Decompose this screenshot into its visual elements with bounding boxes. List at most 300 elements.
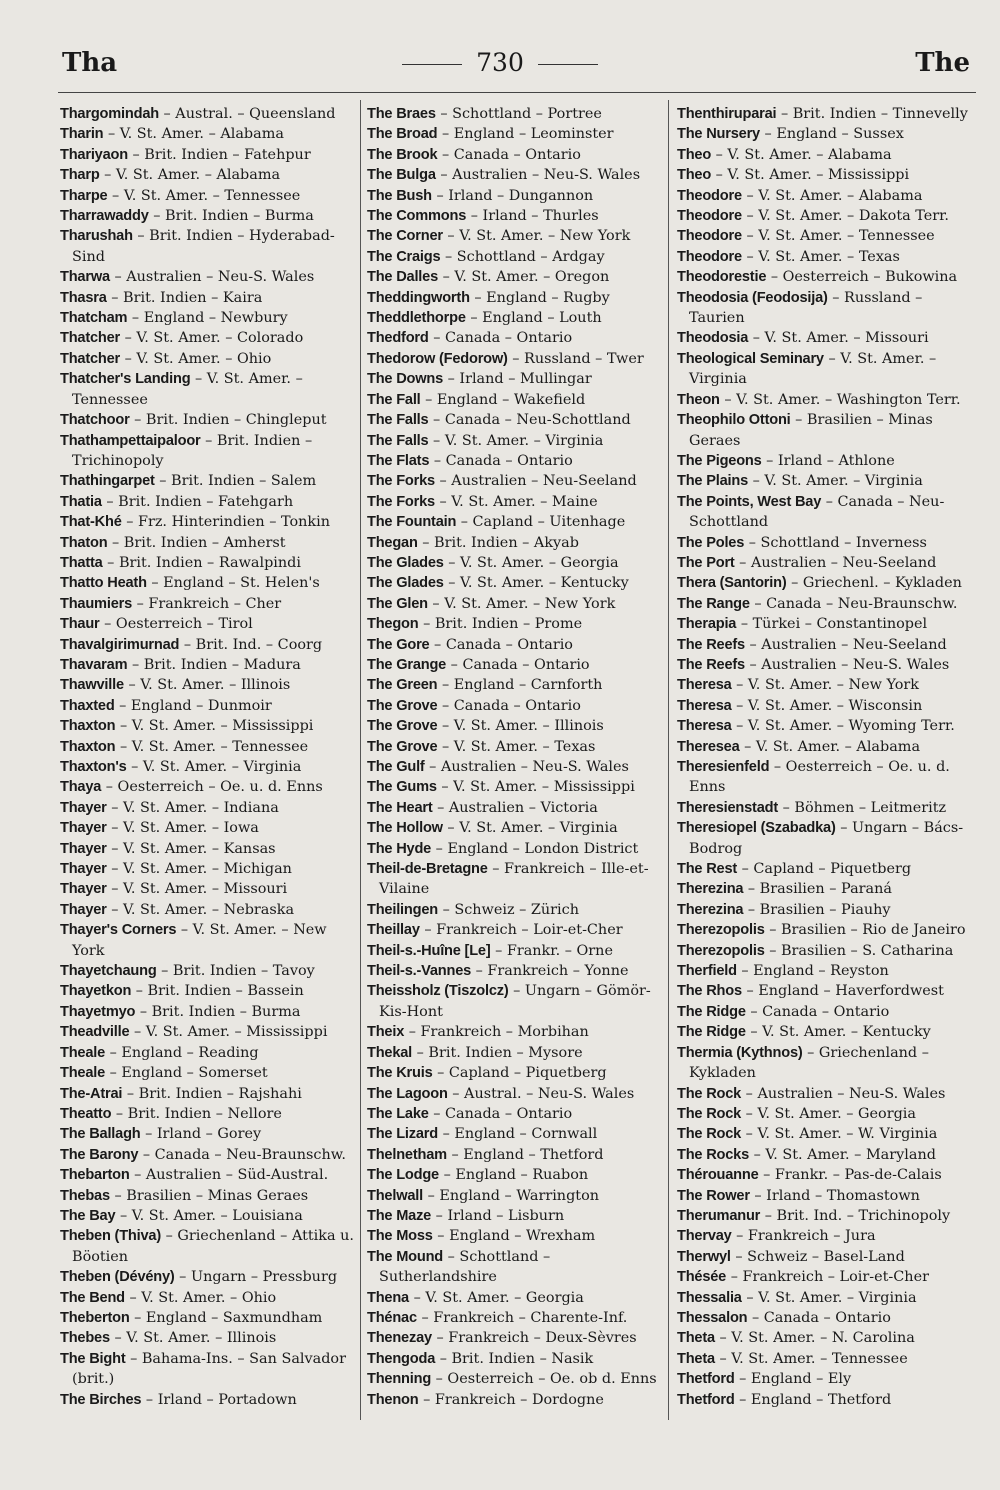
- entry-name: Thebarton: [60, 1167, 130, 1184]
- entry: [367, 124, 665, 144]
- entry: [677, 1104, 975, 1124]
- entry-location: – Australien – Neu-S. Wales: [749, 656, 950, 673]
- entry: [60, 512, 358, 532]
- entry: [677, 226, 975, 246]
- entry-location: – England – Sussex: [764, 126, 904, 143]
- entry: [60, 1165, 358, 1185]
- entry: [677, 247, 975, 267]
- entry-location: – V. St. Amer. – Mississippi: [441, 779, 635, 796]
- entry-name: The Plains: [677, 473, 748, 490]
- entry-location: – Brit. Indien – Kaira: [111, 289, 263, 306]
- entry: [60, 716, 358, 736]
- entry-location: – V. St. Amer. – Virginia: [131, 759, 302, 775]
- entry: [60, 818, 358, 838]
- entry: [367, 961, 665, 981]
- entry-location: – V. St. Amer. – Ohio: [124, 350, 272, 367]
- entry: [60, 104, 358, 124]
- entry-name: Theix: [367, 1024, 405, 1041]
- entry-location: – V. St. Amer. – Indiana: [111, 799, 279, 816]
- entry: [60, 920, 358, 961]
- entry-location: – Brasilien – Paraná: [747, 881, 892, 898]
- entry-location: – Brit. Indien – Amherst: [112, 534, 286, 551]
- entry: [677, 716, 975, 736]
- entry-location: – V. St. Amer. – Alabama: [744, 738, 921, 755]
- entry-name: The Mound: [367, 1248, 444, 1265]
- entry-name: Thayer's Corners: [60, 922, 177, 939]
- entry-location: – Australien – Neu-Seeland: [749, 636, 947, 653]
- entry: [367, 390, 665, 410]
- entry: [367, 1104, 665, 1124]
- entry-name: Theo: [677, 167, 712, 184]
- entry-location: – Canada – Ontario: [433, 1105, 573, 1122]
- entry-location: – Brit. Ind. – Coorg: [183, 636, 323, 653]
- entry-location: – V. St. Amer. – Kentucky: [750, 1024, 931, 1041]
- entry-name: The Rock: [677, 1085, 742, 1102]
- entry-name: Theta: [677, 1330, 715, 1347]
- entry-location: – England – Saxmundham: [134, 1309, 323, 1326]
- entry: [367, 104, 665, 124]
- entry-name: Thaxton's: [60, 759, 127, 775]
- entry: [677, 1390, 975, 1410]
- entry: [677, 981, 975, 1001]
- entry-location: – V. St. Amer. – Washington Terr.: [724, 391, 961, 408]
- column-2: [367, 104, 665, 1434]
- entry-name: Thedorow (Fedorow): [367, 350, 508, 367]
- entry: [367, 226, 665, 246]
- entry: [677, 186, 975, 206]
- entry: [677, 818, 975, 859]
- entry: [367, 186, 665, 206]
- entry: [677, 1022, 975, 1042]
- entry-location: – V. St. Amer. – Tennessee: [72, 371, 303, 408]
- entry-name: The Bush: [367, 187, 432, 204]
- entry-name: Therwyl: [677, 1248, 731, 1265]
- entry-name: Thayer: [60, 820, 107, 837]
- entry: [677, 1267, 975, 1287]
- entry-location: – Ungarn – Gömör-Kis-Hont: [379, 983, 651, 1020]
- entry-name: Thavalgirimurnad: [60, 636, 180, 653]
- entry-name: Thariyaon: [60, 146, 128, 163]
- entry-location: – England – Haverfordwest: [746, 983, 944, 1000]
- entry: [367, 635, 665, 655]
- entry-location: – Brit. Indien – Mysore: [416, 1044, 583, 1061]
- entry-location: – Canada – Ontario: [441, 697, 581, 714]
- entry: [677, 655, 975, 675]
- entry-name: The Lizard: [367, 1126, 438, 1143]
- entry: [60, 1390, 358, 1410]
- entry-location: – V. St. Amer. – Missouri: [752, 330, 929, 347]
- entry-name: Theillay: [367, 922, 420, 939]
- entry: [60, 1104, 358, 1124]
- entry: [60, 1145, 358, 1165]
- entry: [677, 104, 975, 124]
- entry-name: Tharrawaddy: [60, 208, 149, 225]
- entry-location: – Türkei – Constantinopel: [740, 616, 928, 633]
- entry: [677, 1124, 975, 1144]
- entry-name: The Rock: [677, 1105, 742, 1122]
- entry-name: The Points, West Bay: [677, 493, 822, 510]
- entry: [677, 410, 975, 451]
- entry-location: – England – Thetford: [451, 1146, 604, 1163]
- entry-location: – Australien – Süd-Austral.: [134, 1167, 329, 1184]
- entry-name: The Nursery: [677, 126, 760, 143]
- entry: [60, 1124, 358, 1144]
- entry: [677, 451, 975, 471]
- entry-location: – V. St. Amer. – Maine: [439, 493, 598, 510]
- entry-name: The Port: [677, 554, 735, 571]
- entry-location: – Australien – Victoria: [437, 799, 598, 816]
- entry: [60, 737, 358, 757]
- entry: [60, 226, 358, 267]
- entry-location: – V. St. Amer. – W. Virginia: [745, 1126, 938, 1143]
- entry-name: The Broad: [367, 126, 438, 143]
- entry-name: Theale: [60, 1065, 106, 1082]
- entry: [677, 1288, 975, 1308]
- entry: [367, 533, 665, 553]
- entry: [677, 798, 975, 818]
- entry: [60, 1084, 358, 1104]
- entry: [60, 777, 358, 797]
- entry: [60, 308, 358, 328]
- entry: [367, 1145, 665, 1165]
- entry: [60, 573, 358, 593]
- entry-location: – Irland – Mullingar: [447, 371, 592, 388]
- entry: [367, 308, 665, 328]
- entry: [60, 1328, 358, 1348]
- entry: [60, 471, 358, 491]
- entry-name: Thengoda: [367, 1350, 436, 1367]
- entry: [367, 165, 665, 185]
- entry-location: – England – Cornwall: [442, 1126, 598, 1143]
- entry-name: Thayetchaung: [60, 963, 157, 980]
- entry-name: Thenezay: [367, 1330, 432, 1347]
- entry: [60, 533, 358, 553]
- entry-location: – V. St. Amer. – New York: [72, 922, 327, 959]
- entry-location: – Oesterreich – Oe. u. d. Enns: [689, 759, 950, 796]
- entry: [677, 1002, 975, 1022]
- entry-name: The Hyde: [367, 840, 432, 857]
- entry: [677, 757, 975, 798]
- entry-location: – England – Dunmoir: [119, 697, 272, 714]
- entry-name: The Moss: [367, 1228, 433, 1245]
- entry: [677, 859, 975, 879]
- entry-location: – Capland – Uitenhage: [460, 514, 626, 531]
- entry-name: Theresea: [677, 738, 740, 755]
- entry-name: The Pigeons: [677, 452, 762, 469]
- entry: [367, 145, 665, 165]
- entry-location: – Griechenland – Attika u. Böotien: [72, 1228, 354, 1265]
- entry-location: – Brasilien – Rio de Janeiro: [769, 922, 966, 939]
- entry: [367, 900, 665, 920]
- entry-name: Theberton: [60, 1309, 130, 1326]
- entry-name: Thermia (Kythnos): [677, 1044, 803, 1061]
- entry-name: Thayer: [60, 901, 107, 918]
- entry-location: – Frankreich – Cher: [136, 595, 282, 612]
- entry: [60, 1308, 358, 1328]
- entry-name: The Grange: [367, 656, 447, 673]
- entry: [367, 1206, 665, 1226]
- entry-name: Thayetmyo: [60, 1003, 136, 1020]
- entry: [367, 1349, 665, 1369]
- entry-name: Thaxted: [60, 697, 115, 714]
- entry-name: Theben (Dévény): [60, 1269, 175, 1286]
- entry-location: – Brit. Indien – Nasik: [439, 1350, 594, 1367]
- entry-name: Thenon: [367, 1391, 419, 1408]
- entry-location: – Brit. Indien – Tinnevelly: [780, 106, 968, 122]
- entry-name: Thésée: [677, 1269, 727, 1286]
- entry-location: – Brit. Indien – Fatehgarh: [106, 493, 294, 510]
- entry-location: – Capland – Piquetberg: [437, 1065, 607, 1082]
- entry-name: Thathampettaipaloor: [60, 432, 201, 449]
- entry-location: – England – Ruabon: [443, 1167, 589, 1184]
- entry-name: Theresa: [677, 697, 732, 714]
- entry-location: – Irland – Dungannon: [436, 187, 594, 204]
- entry-name: Thavaram: [60, 656, 128, 673]
- page-number: 730: [476, 48, 524, 77]
- entry-name: Therezopolis: [677, 922, 765, 939]
- entry-name: Theodore: [677, 208, 742, 225]
- entry: [677, 1186, 975, 1206]
- entry-location: – Russland – Taurien: [689, 289, 923, 327]
- entry-name: Thessalon: [677, 1309, 748, 1326]
- entry-location: – Brasilien – S. Catharina: [769, 942, 954, 959]
- entry: [677, 1328, 975, 1348]
- entry-location: – V. St. Amer. – Tennessee: [746, 228, 935, 245]
- entry-name: The Green: [367, 677, 438, 694]
- entry-location: – Frankreich – Deux-Sèvres: [436, 1330, 637, 1347]
- entry-name: Theadville: [60, 1024, 130, 1041]
- entry-name: Theodosia (Feodosija): [677, 289, 828, 306]
- entry-location: – Brit. Indien – Hyderabad-Sind: [72, 228, 335, 265]
- header-dash-right: [538, 64, 598, 65]
- entry-location: – Australien – Neu-Seeland: [739, 554, 937, 571]
- entry-name: The Glen: [367, 595, 428, 612]
- entry-location: – England – Louth: [470, 310, 602, 327]
- entry-name: The Gore: [367, 636, 430, 653]
- entry: [367, 798, 665, 818]
- entry-location: – V. St. Amer. – Ohio: [129, 1289, 277, 1306]
- entry: [367, 1165, 665, 1185]
- entry: [60, 655, 358, 675]
- page-number-wrap: [0, 48, 1000, 77]
- entry: [677, 696, 975, 716]
- entry: [677, 879, 975, 899]
- entry-location: – Brit. Indien – Nellore: [115, 1105, 282, 1122]
- entry-name: The Range: [677, 595, 750, 612]
- entry-location: – V. St. Amer. – Georgia: [448, 554, 619, 571]
- entry-name: Thegan: [367, 534, 418, 551]
- entry-location: – V. St. Amer. – Dakota Terr.: [746, 208, 950, 225]
- entry-location: – Canada – Neu-Schottland: [433, 412, 631, 429]
- entry-location: – Frankreich – Ille-et-Vilaine: [379, 861, 649, 898]
- entry-name: Thawville: [60, 677, 124, 694]
- entry: [60, 1186, 358, 1206]
- entry: [677, 635, 975, 655]
- entry-location: – Griechenland – Kykladen: [689, 1044, 929, 1082]
- entry: [367, 818, 665, 838]
- entry-name: Thekal: [367, 1044, 413, 1061]
- entry-name: Thérouanne: [677, 1167, 759, 1184]
- entry-name: Theissholz (Tiszolcz): [367, 983, 509, 1000]
- entry: [60, 635, 358, 655]
- entry: [367, 1328, 665, 1348]
- entry-location: – V. St. Amer. – Georgia: [413, 1289, 584, 1306]
- entry-location: – V. St. Amer. – Virginia: [433, 432, 604, 449]
- entry: [60, 900, 358, 920]
- entry-name: The Flats: [367, 452, 430, 469]
- entry: [677, 288, 975, 329]
- entry-name: Theddingworth: [367, 289, 470, 306]
- entry: [367, 512, 665, 532]
- entry-name: Thaton: [60, 534, 108, 551]
- entry-location: – England – Rugby: [474, 289, 610, 306]
- entry-name: Therezopolis: [677, 942, 765, 959]
- entry-location: – Oesterreich – Bukowina: [770, 269, 958, 286]
- entry-name: Thera (Santorin): [677, 575, 787, 592]
- entry-location: – Frankreich – Morbihan: [408, 1024, 589, 1041]
- entry-name: The Glades: [367, 554, 444, 571]
- entry-location: – V. St. Amer. – Michigan: [111, 861, 292, 878]
- entry-name: Theresa: [677, 677, 732, 694]
- entry: [367, 451, 665, 471]
- entry-location: – Brit. Indien – Salem: [159, 473, 317, 490]
- entry: [367, 614, 665, 634]
- entry-name: Thaumiers: [60, 595, 133, 612]
- entry: [677, 573, 975, 593]
- entry-name: The Maze: [367, 1207, 432, 1224]
- column-1: [60, 104, 358, 1434]
- entry: [367, 716, 665, 736]
- entry-name: The Ridge: [677, 1024, 746, 1041]
- entry: [60, 369, 358, 410]
- entry-location: – Brasilien – Minas Geraes: [114, 1187, 309, 1204]
- entry-location: – Canada – Neu-Schottland: [689, 493, 945, 531]
- entry: [677, 145, 975, 165]
- entry: [60, 124, 358, 144]
- entry-location: – V. St. Amer. – Tennessee: [112, 187, 301, 204]
- entry-name: Theil-de-Bretagne: [367, 861, 488, 878]
- entry-name: Thatcher's Landing: [60, 371, 191, 388]
- entry: [367, 1288, 665, 1308]
- entry: [677, 471, 975, 491]
- entry: [60, 186, 358, 206]
- entry-location: – Australien – Neu-S. Wales: [429, 759, 629, 775]
- entry-location: – Austral. – Queensland: [163, 106, 336, 122]
- entry-location: – Schottland – Inverness: [748, 534, 927, 551]
- entry-name: The Reefs: [677, 636, 745, 653]
- entry-location: – V. St. Amer. – Virginia: [447, 820, 618, 837]
- entry-location: – Frankreich – Dordogne: [423, 1391, 604, 1408]
- entry-name: The Dalles: [367, 269, 438, 286]
- entry-location: – Canada – Neu-Braunschw.: [754, 595, 958, 612]
- entry-location: – Irland – Portadown: [145, 1391, 297, 1408]
- entry: [677, 961, 975, 981]
- entry-name: Thetford: [677, 1371, 735, 1388]
- entry-name: Theodore: [677, 248, 742, 265]
- entry: [60, 553, 358, 573]
- entry: [677, 1206, 975, 1226]
- entry-location: – Ungarn – Bács-Bodrog: [689, 820, 964, 857]
- entry: [367, 471, 665, 491]
- entry-location: – Frankreich – Yonne: [475, 963, 629, 980]
- entry: [367, 777, 665, 797]
- entry: [60, 757, 358, 777]
- entry: [60, 594, 358, 614]
- entry-location: – Australien – Neu-S. Wales: [745, 1085, 946, 1102]
- entry-name: Theil-s.-Vannes: [367, 963, 472, 980]
- entry-name: Thaxton: [60, 738, 116, 755]
- entry-name: The-Atrai: [60, 1085, 123, 1102]
- entry-location: – Canada – Ontario: [750, 1003, 890, 1020]
- entry-name: The Fountain: [367, 514, 457, 531]
- entry: [367, 553, 665, 573]
- entry-location: – Brit. Indien – Rawalpindi: [107, 554, 301, 571]
- entry-location: – Brit. Ind. – Trichinopoly: [764, 1207, 951, 1224]
- entry-location: – Brit. Indien – Fatehpur: [132, 146, 311, 163]
- entry-name: The Glades: [367, 575, 444, 592]
- entry-location: – V. St. Amer. – Mississippi: [133, 1024, 328, 1041]
- entry-name: Tharin: [60, 126, 104, 143]
- entry: [677, 941, 975, 961]
- entry: [677, 267, 975, 287]
- entry: [367, 288, 665, 308]
- entry: [677, 1043, 975, 1084]
- entry-location: – Schweiz – Basel-Land: [735, 1248, 905, 1265]
- entry-name: Theresa: [677, 718, 732, 735]
- entry-location: – V. St. Amer. – N. Carolina: [719, 1330, 915, 1347]
- entry-name: Thelwall: [367, 1187, 423, 1204]
- entry-name: Theresiopel (Szabadka): [677, 820, 836, 837]
- entry-location: – Frankr. – Orne: [495, 942, 613, 959]
- entry: [60, 1063, 358, 1083]
- entry: [677, 165, 975, 185]
- entry-location: – V. St. Amer. – Kentucky: [448, 575, 629, 592]
- entry: [367, 1308, 665, 1328]
- entry-location: – V. St. Amer. – New York: [432, 595, 616, 612]
- entry-name: The Birches: [60, 1391, 142, 1408]
- entry: [677, 390, 975, 410]
- entry: [677, 1308, 975, 1328]
- entry-name: Therfield: [677, 963, 737, 980]
- entry-location: – V. St. Amer. – Alabama: [107, 126, 284, 143]
- entry-location: – England – Carnforth: [441, 677, 603, 694]
- header-rule: [58, 92, 976, 93]
- entry: [60, 798, 358, 818]
- entry-location: – Canada – Ontario: [450, 656, 590, 673]
- entry-name: The Braes: [367, 106, 436, 122]
- entry-name: The Craigs: [367, 248, 441, 265]
- entry-location: – Schottland – Ardgay: [445, 248, 605, 265]
- entry-location: – England – Thetford: [739, 1391, 892, 1408]
- entry-name: Tharwa: [60, 269, 110, 286]
- entry-name: Theodore: [677, 228, 742, 245]
- entry-location: – Frz. Hinterindien – Tonkin: [126, 514, 330, 531]
- entry-location: – Frankreich – Loir-et-Cher: [424, 922, 623, 939]
- entry-location: – V. St. Amer. – Wyoming Terr.: [736, 718, 955, 735]
- entry-location: – Bahama-Ins. – San Salvador (brit.): [72, 1350, 346, 1388]
- entry-location: – V. St. Amer. – Mississippi: [119, 718, 314, 735]
- entry-location: – England – London District: [435, 840, 639, 857]
- entry-location: – Brit. Indien – Prome: [423, 616, 583, 633]
- entry-name: Thedford: [367, 330, 429, 347]
- entry-location: – Austral. – Neu-S. Wales: [452, 1085, 635, 1102]
- entry: [367, 941, 665, 961]
- entry-location: – Irland – Thurles: [470, 208, 599, 225]
- entry-name: The Rock: [677, 1126, 742, 1143]
- entry-name: Thetford: [677, 1391, 735, 1408]
- entry-name: Thathingarpet: [60, 473, 155, 490]
- entry-name: The Falls: [367, 412, 429, 429]
